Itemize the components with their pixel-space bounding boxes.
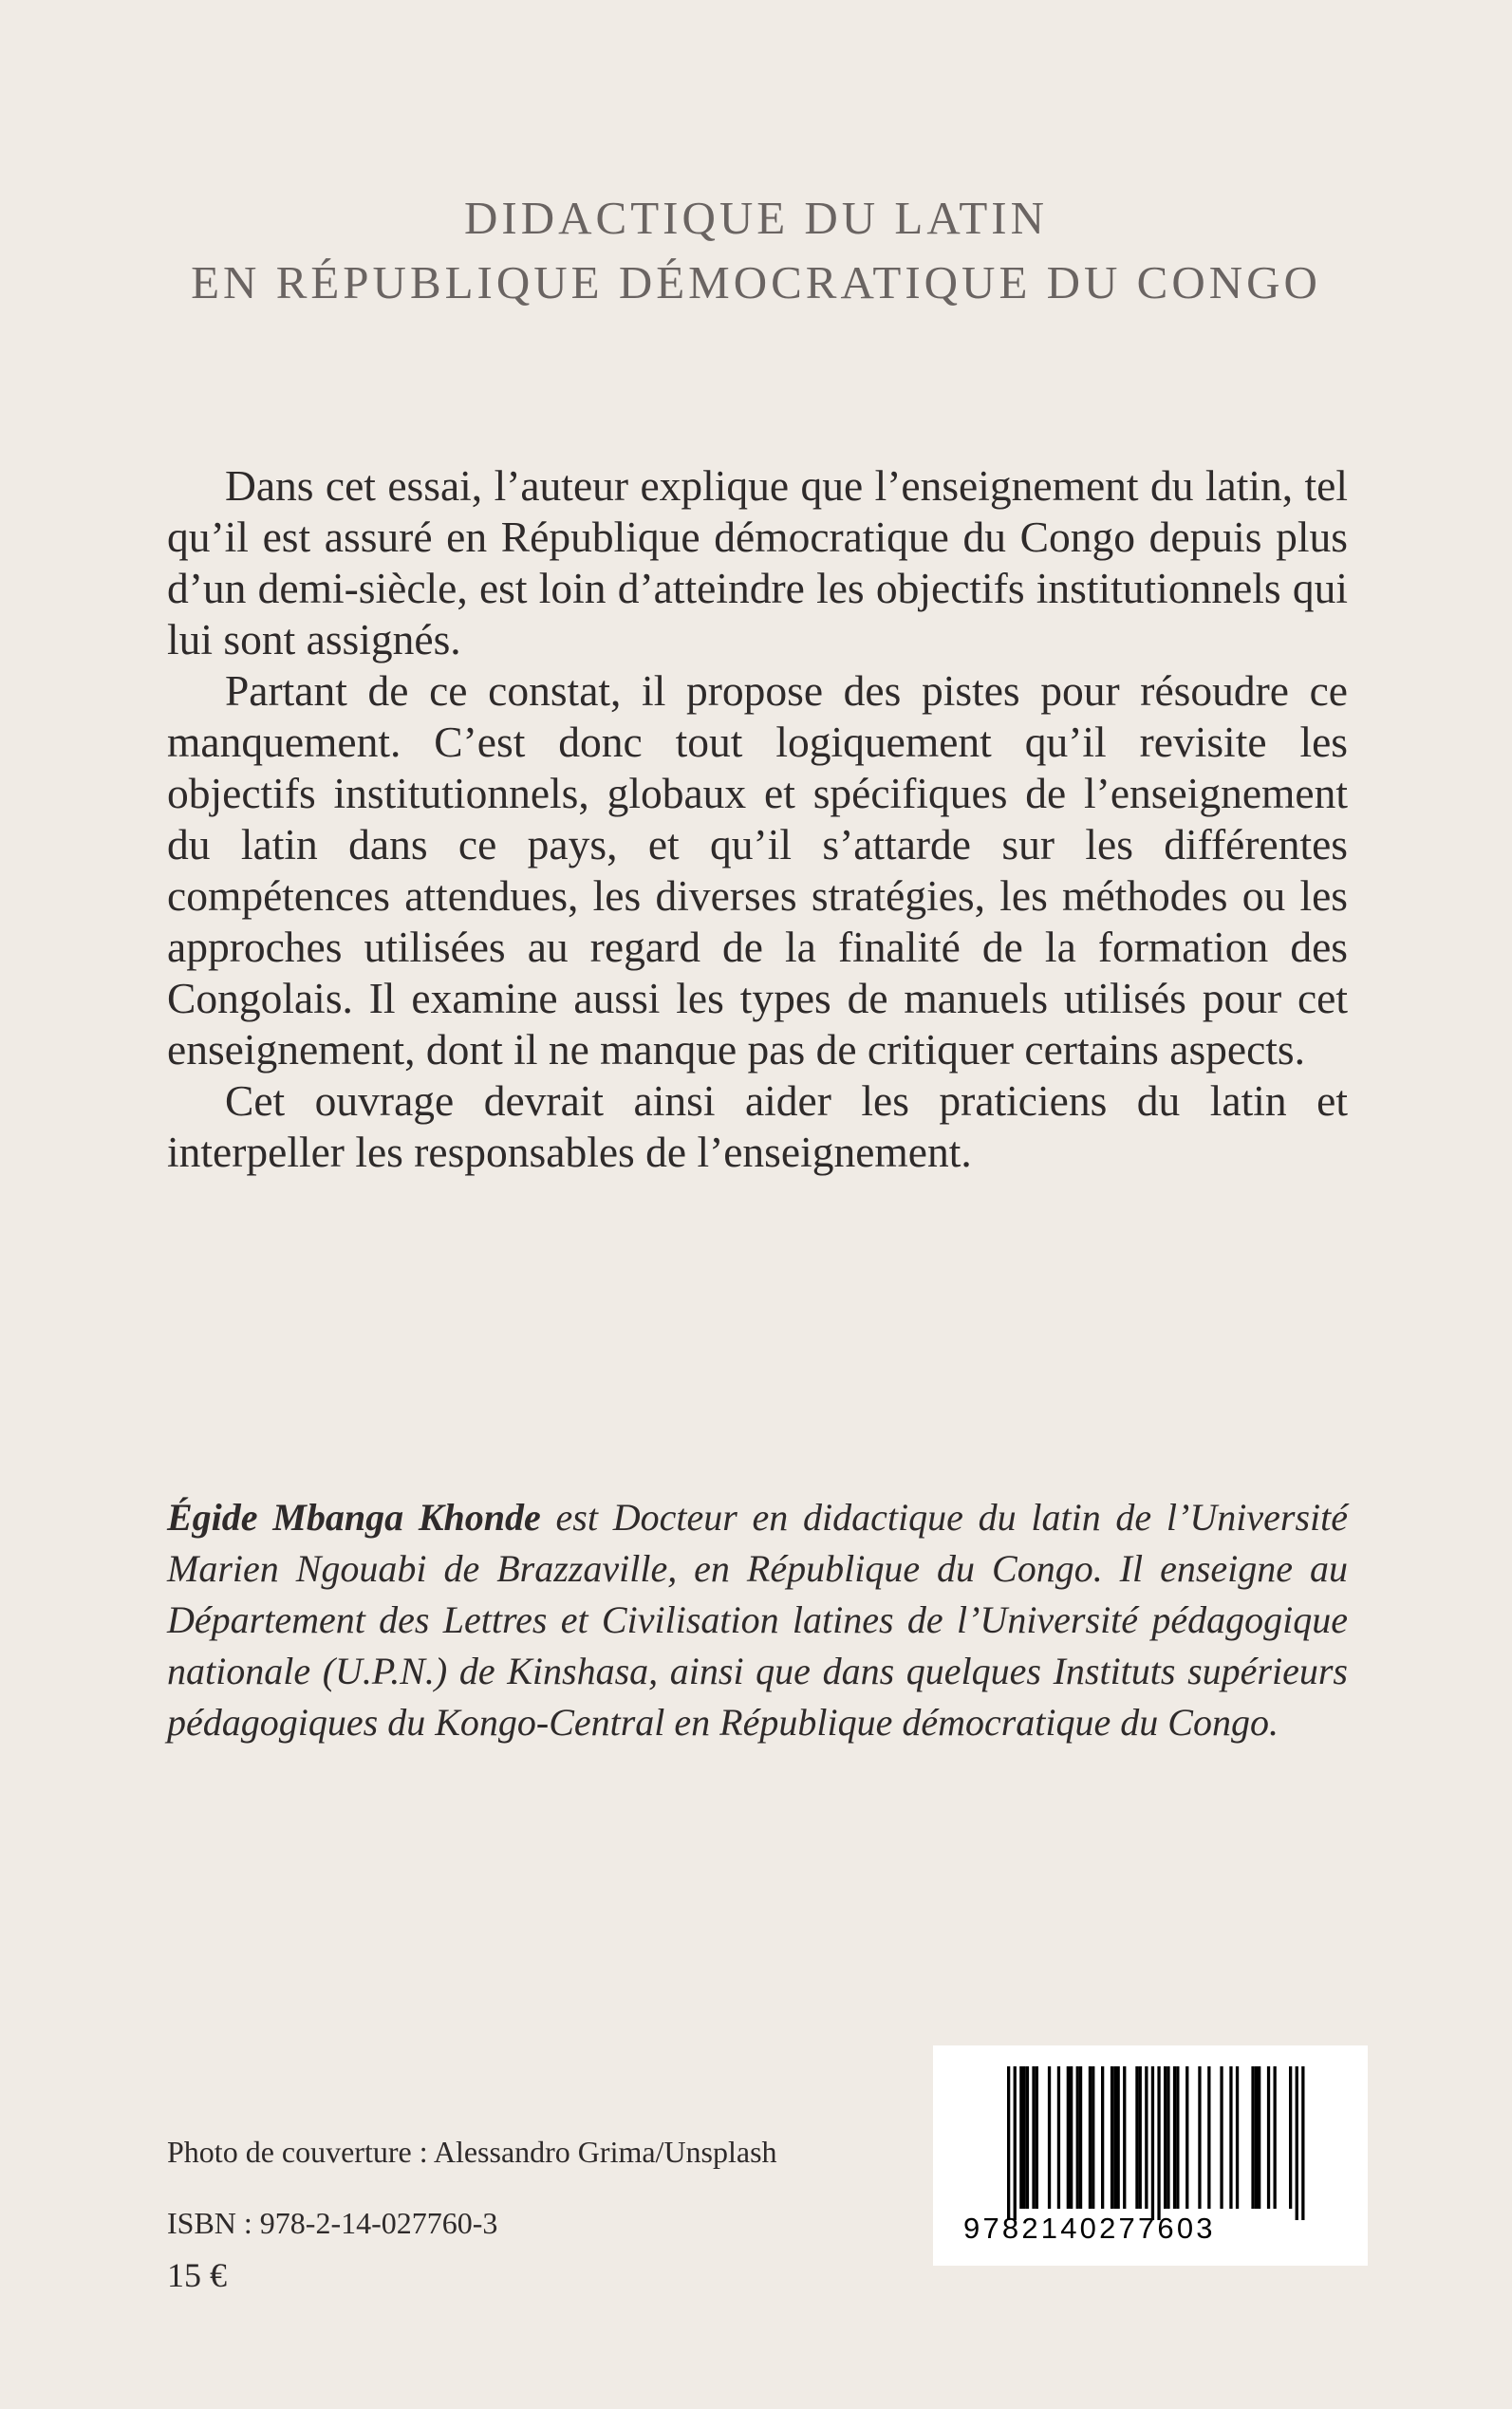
barcode-bar <box>1167 2066 1169 2209</box>
barcode-bar <box>1139 2066 1142 2209</box>
barcode-bar <box>1267 2066 1270 2209</box>
book-title <box>0 186 1512 315</box>
barcode-bar <box>1076 2066 1079 2209</box>
barcode-bar <box>1274 2066 1277 2209</box>
barcode-bar <box>1220 2066 1223 2209</box>
barcode-bar <box>1067 2066 1070 2209</box>
barcode-bar <box>1164 2066 1167 2209</box>
barcode-bar <box>1185 2066 1188 2209</box>
barcode-bar <box>1007 2066 1010 2220</box>
barcode-bar <box>1289 2066 1292 2209</box>
barcode-bar <box>1092 2066 1094 2209</box>
barcode-bar <box>1101 2066 1104 2209</box>
barcode-bar <box>1145 2066 1148 2209</box>
barcode-bar <box>1079 2066 1082 2209</box>
barcode-bar <box>1089 2066 1092 2209</box>
barcode-bar <box>1048 2066 1051 2209</box>
barcode-bar <box>1236 2066 1239 2209</box>
author-name: Égide Mbanga Khonde <box>167 1496 541 1539</box>
barcode-bar <box>1157 2066 1160 2220</box>
barcode-bar <box>1019 2066 1022 2209</box>
isbn: ISBN : 978-2-14-027760-3 <box>167 2206 498 2240</box>
barcode-bar <box>1173 2066 1176 2209</box>
barcode-bar <box>1070 2066 1073 2209</box>
barcode-bar <box>1026 2066 1029 2209</box>
book-summary <box>167 460 1348 1178</box>
barcode-bar <box>1198 2066 1201 2209</box>
summary-paragraph: Cet ouvrage devrait ainsi aider les praticiens du latin et interpeller les responsables de l’enseignement. <box>167 1076 1348 1176</box>
photo-credit: Photo de couverture : Alessandro Grima/Unsplash <box>167 2135 777 2169</box>
barcode-digits: 9782140277603 <box>963 2212 1216 2245</box>
barcode-bar <box>1251 2066 1254 2209</box>
barcode-bar <box>1023 2066 1026 2209</box>
price: 15 € <box>167 2256 227 2294</box>
summary-paragraph: Dans cet essai, l’auteur explique que l’enseignement du latin, tel qu’il est assuré en République démocratique du Congo depuis plus d’un demi-siècle, est loin d’atteindre les objectifs institutionnels qui lui sont assignés. <box>167 461 1348 663</box>
summary-paragraph: Partant de ce constat, il propose des pistes pour résoudre ce manquement. C’est donc tout logiquement qu’il revisite les objectifs institutionnels, globaux et spécifiques de l’enseignement du latin dans ce pays, et qu’il s’attarde sur les différentes compétences attendues, les diverses stratégies, les méthodes ou les approches utilisées au regard de la finalité de la formation des Congolais. Il examine aussi les types de manuels utilisés pour cet enseignement, dont il ne manque pas de critiquer certains aspects. <box>167 666 1348 1074</box>
barcode-bar <box>1135 2066 1138 2209</box>
barcode-bar <box>1207 2066 1210 2209</box>
barcode-bar <box>1301 2066 1304 2220</box>
barcode-bar <box>1255 2066 1258 2209</box>
title-line-1: DIDACTIQUE DU LATIN <box>464 192 1048 244</box>
barcode-bar <box>1229 2066 1232 2209</box>
barcode-bar <box>1296 2066 1298 2220</box>
barcode <box>933 2045 1368 2266</box>
barcode-bar <box>1151 2066 1154 2220</box>
barcode-bar <box>1176 2066 1179 2209</box>
barcode-bar <box>1117 2066 1120 2209</box>
barcode-bar <box>1123 2066 1126 2209</box>
title-line-2: EN RÉPUBLIQUE DÉMOCRATIQUE DU CONGO <box>191 256 1321 308</box>
barcode-bar <box>1113 2066 1116 2209</box>
author-bio <box>167 1492 1348 1748</box>
barcode-bar <box>1032 2066 1035 2209</box>
barcode-bar <box>1111 2066 1113 2209</box>
barcode-bar <box>1036 2066 1038 2209</box>
barcode-bar <box>1057 2066 1060 2209</box>
barcode-bar <box>1014 2066 1017 2220</box>
author-bio-text: est Docteur en didactique du latin de l’Université Marien Ngouabi de Brazzaville, en République du Congo. Il enseigne au Département des Lettres et Civilisation latines de l’Université pédagogique nationale (U.P.N.) de Kinshasa, ainsi que dans quelques Instituts supérieurs pédagogiques du Kongo-Central en République démocratique du Congo. <box>167 1496 1348 1744</box>
barcode-bar <box>1258 2066 1260 2209</box>
